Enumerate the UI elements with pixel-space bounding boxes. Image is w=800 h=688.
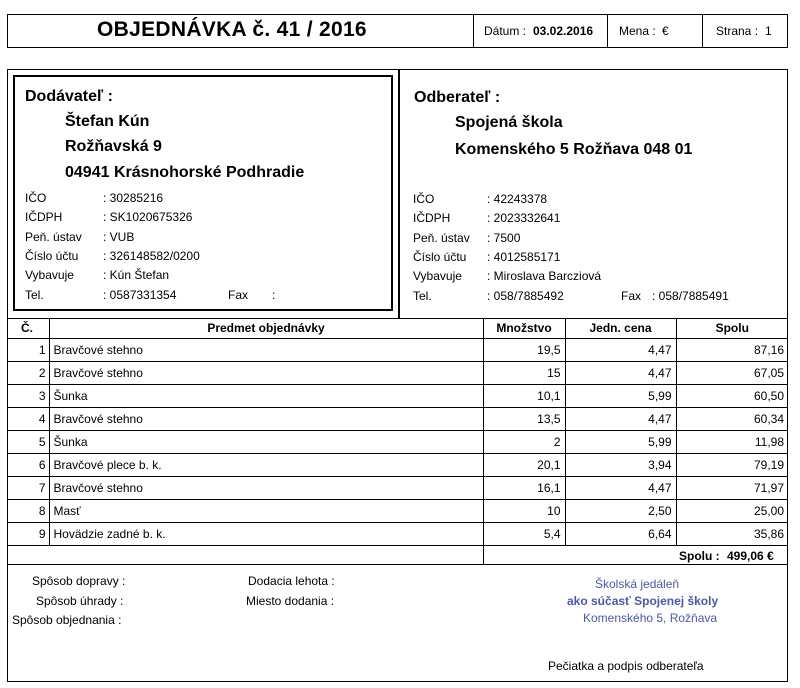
row-price: 6,64 [565, 523, 676, 546]
row-no: 1 [7, 339, 49, 362]
row-total: 25,00 [676, 500, 788, 523]
row-total: 60,34 [676, 408, 788, 431]
row-price: 4,47 [565, 408, 676, 431]
row-total: 60,50 [676, 385, 788, 408]
supplier-ico-label: IČO [25, 191, 47, 205]
supplier-street: Rožňavská 9 [65, 138, 162, 155]
row-item: Šunka [49, 385, 483, 408]
delivery-place-label: Miesto dodania : [246, 594, 335, 608]
row-no: 7 [7, 477, 49, 500]
sum-value: 499,06 € [727, 549, 774, 563]
row-total: 67,05 [676, 362, 788, 385]
table-row [7, 477, 788, 500]
currency-label: Mena : [619, 24, 656, 38]
stamp-line-3: Komenského 5, Rožňava [583, 611, 718, 625]
customer-tel-value: : 058/7885492 [487, 289, 564, 303]
row-no: 9 [7, 523, 49, 546]
supplier-bank-label: Peň. ústav [25, 230, 82, 244]
row-qty: 15 [483, 362, 565, 385]
row-price: 4,47 [565, 362, 676, 385]
supplier-tel-value: : 0587331354 [103, 288, 177, 302]
supplier-account-value: : 326148582/0200 [103, 249, 200, 263]
supplier-contact-label: Vybavuje [25, 268, 74, 282]
table-row [7, 454, 788, 477]
row-item: Šunka [49, 431, 483, 454]
row-no: 5 [7, 431, 49, 454]
customer-name: Spojená škola [455, 114, 563, 131]
table-row [7, 339, 788, 362]
signature-label: Pečiatka a podpis odberateľa [548, 659, 704, 673]
items-table [7, 318, 788, 546]
row-price: 4,47 [565, 339, 676, 362]
transport-label: Spôsob dopravy : [32, 574, 126, 588]
row-price: 4,47 [565, 477, 676, 500]
row-total: 87,16 [676, 339, 788, 362]
row-item: Bravčové plece b. k. [49, 454, 483, 477]
table-row [7, 523, 788, 546]
supplier-account-label: Číslo účtu [25, 249, 79, 263]
supplier-contact-value: : Kún Štefan [103, 268, 170, 282]
customer-contact-label: Vybavuje [413, 269, 462, 283]
row-item: Bravčové stehno [49, 339, 483, 362]
sum-divider [483, 541, 484, 565]
customer-fax-label: Fax [621, 289, 642, 303]
row-item: Bravčové stehno [49, 477, 483, 500]
date-label: Dátum : [484, 24, 527, 38]
row-qty: 16,1 [483, 477, 565, 500]
customer-account-label: Číslo účtu [413, 250, 467, 264]
customer-fax-value: : 058/7885491 [652, 289, 729, 303]
payment-label: Spôsob úhrady : [36, 594, 124, 608]
row-qty: 20,1 [483, 454, 565, 477]
supplier-name: Štefan Kún [65, 113, 150, 130]
customer-address: Komenského 5 Rožňava 048 01 [455, 141, 693, 158]
supplier-fax-label: Fax [228, 288, 249, 302]
row-qty: 19,5 [483, 339, 565, 362]
row-total: 79,19 [676, 454, 788, 477]
supplier-tel-label: Tel. [25, 288, 44, 302]
col-header-item: Predmet objednávky [49, 318, 483, 339]
supplier-fax-value: : [272, 288, 276, 302]
date-value: 03.02.2016 [533, 24, 594, 38]
customer-tel-label: Tel. [413, 289, 432, 303]
col-header-no: Č. [7, 318, 49, 339]
stamp-line-1: Školská jedáleň [595, 577, 680, 591]
col-header-total: Spolu [676, 318, 788, 339]
sum-label: Spolu : [679, 549, 720, 563]
order-method-label: Spôsob objednania : [12, 613, 122, 627]
customer-contact-value: : Miroslava Barcziová [487, 269, 602, 283]
delivery-term-label: Dodacia lehota : [248, 574, 335, 588]
customer-icdph-value: : 2023332641 [487, 211, 561, 225]
row-price: 5,99 [565, 431, 676, 454]
col-header-price: Jedn. cena [565, 318, 676, 339]
table-row [7, 431, 788, 454]
parties-divider [398, 69, 400, 319]
row-qty: 5,4 [483, 523, 565, 546]
row-no: 8 [7, 500, 49, 523]
supplier-heading: Dodávateľ : [25, 88, 113, 105]
customer-bank-label: Peň. ústav [413, 231, 470, 245]
row-no: 3 [7, 385, 49, 408]
customer-icdph-label: IČDPH [413, 211, 451, 225]
row-qty: 10,1 [483, 385, 565, 408]
row-item: Masť [49, 500, 483, 523]
customer-account-value: : 4012585171 [487, 250, 561, 264]
customer-bank-value: : 7500 [487, 231, 521, 245]
row-total: 71,97 [676, 477, 788, 500]
row-item: Hovädzie zadné b. k. [49, 523, 483, 546]
row-price: 2,50 [565, 500, 676, 523]
col-header-qty: Množstvo [483, 318, 565, 339]
supplier-ico-value: : 30285216 [103, 191, 164, 205]
table-row [7, 408, 788, 431]
document-title: OBJEDNÁVKA č. 41 / 2016 [97, 18, 367, 41]
row-no: 6 [7, 454, 49, 477]
table-row [7, 362, 788, 385]
sum-separator [483, 545, 788, 546]
table-row [7, 385, 788, 408]
row-no: 2 [7, 362, 49, 385]
supplier-bank-value: : VUB [103, 230, 135, 244]
row-total: 35,86 [676, 523, 788, 546]
supplier-city: 04941 Krásnohorské Podhradie [65, 164, 305, 181]
row-no: 4 [7, 408, 49, 431]
table-header-row [7, 318, 788, 339]
row-qty: 10 [483, 500, 565, 523]
customer-heading: Odberateľ : [414, 89, 501, 106]
row-item: Bravčové stehno [49, 362, 483, 385]
page-value: 1 [765, 24, 772, 38]
currency-value: € [662, 24, 669, 38]
row-qty: 13,5 [483, 408, 565, 431]
supplier-icdph-label: IČDPH [25, 210, 63, 224]
row-item: Bravčové stehno [49, 408, 483, 431]
customer-ico-value: : 42243378 [487, 192, 548, 206]
row-qty: 2 [483, 431, 565, 454]
supplier-icdph-value: : SK1020675326 [103, 210, 193, 224]
stamp-line-2: ako súčasť Spojenej školy [567, 594, 719, 608]
customer-ico-label: IČO [413, 192, 435, 206]
row-price: 3,94 [565, 454, 676, 477]
table-row [7, 500, 788, 523]
row-total: 11,98 [676, 431, 788, 454]
row-price: 5,99 [565, 385, 676, 408]
page-label: Strana : [716, 24, 759, 38]
